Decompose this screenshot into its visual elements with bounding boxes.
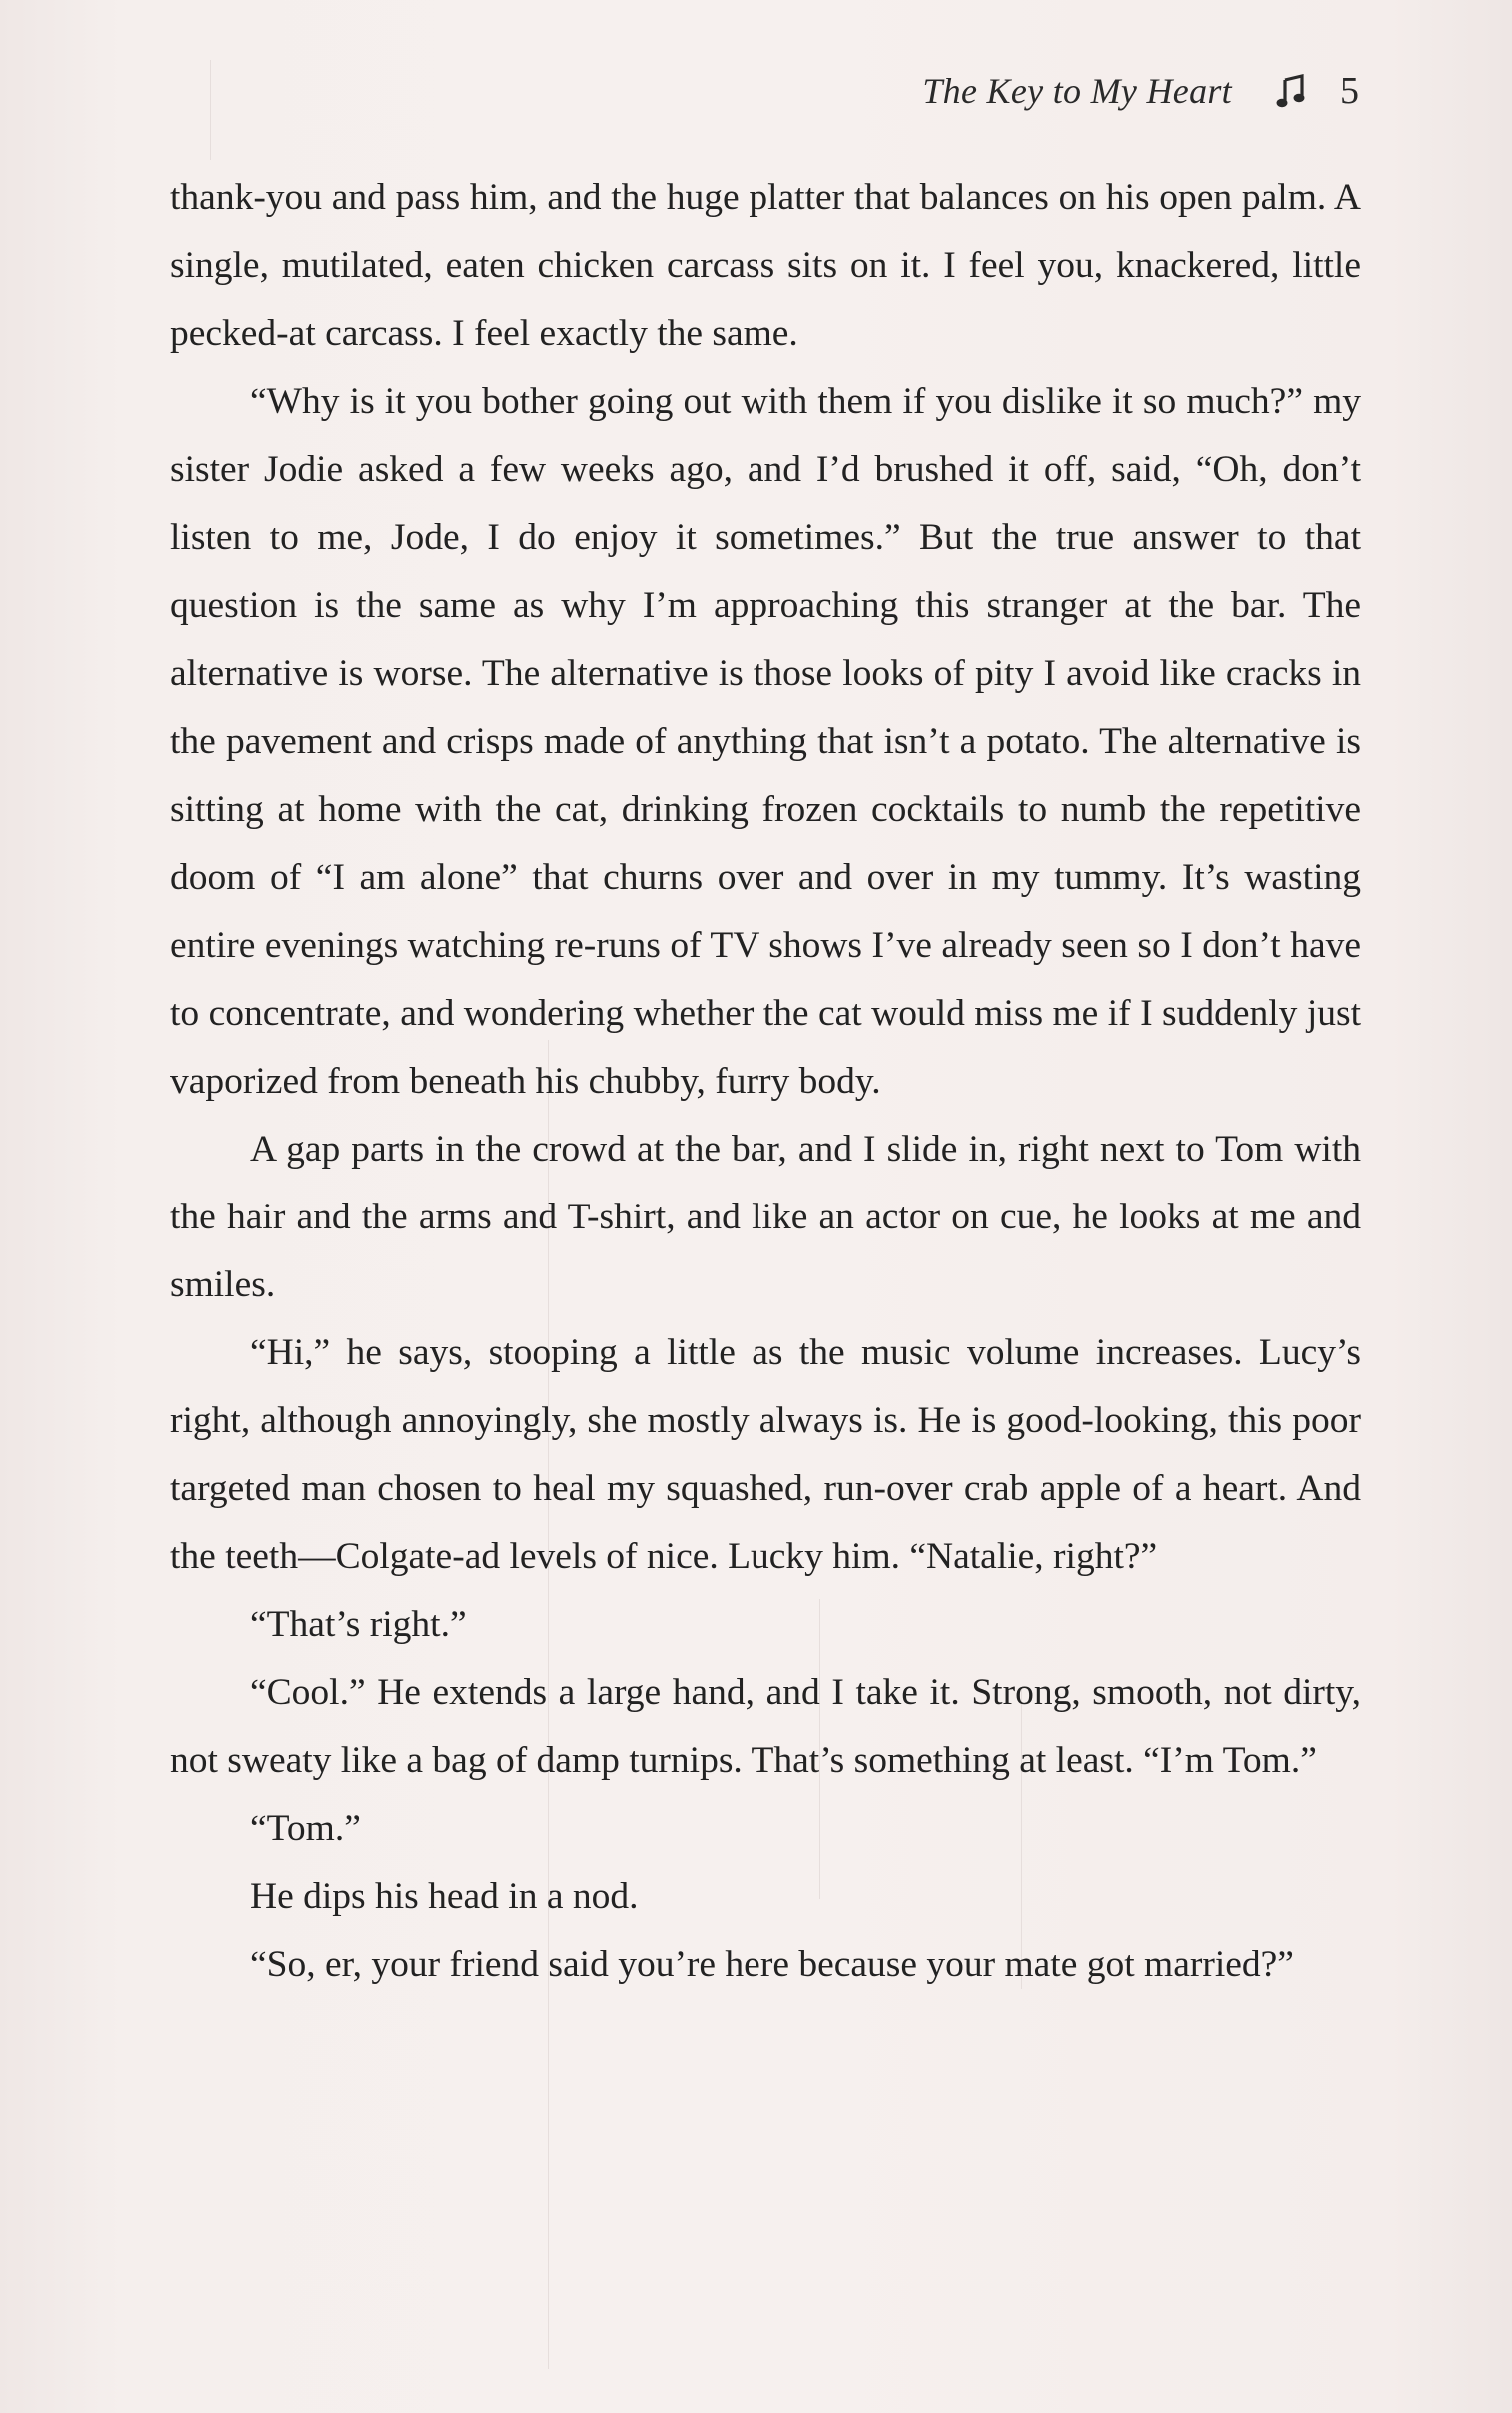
paragraph: He dips his head in a nod. bbox=[250, 1876, 639, 1917]
bleed-through-line bbox=[210, 60, 211, 160]
paragraph: “Cool.” He extends a large hand, and I take it. Strong, smooth, not dirty, not sweaty like a bag of damp turnips. That’s something at least. “I’m Tom.” bbox=[170, 1672, 1361, 1781]
page-number: 5 bbox=[1340, 70, 1359, 112]
paragraph: “Hi,” he says, stooping a little as the music volume increases. Lucy’s right, although annoyingly, she mostly always is. He is good-looking, this poor targeted man chosen to heal my squashed, run-over crab apple of a heart. And the teeth—Colgate-ad levels of nice. Lucky him. “Natalie, right?” bbox=[170, 1332, 1361, 1577]
running-header bbox=[700, 66, 1359, 116]
paragraph: “Why is it you bother going out with them if you dislike it so much?” my sister Jodie asked a few weeks ago, and I’d brushed it off, said, “Oh, don’t listen to me, Jode, I do enjoy it sometimes.” But the true answer to that question is the same as why I’m approaching this stranger at the bar. The alternative is worse. The alternative is those looks of pity I avoid like cracks in the pavement and crisps made of anything that isn’t a potato. The alternative is sitting at home with the cat, drinking frozen cocktails to numb the repetitive doom of “I am alone” that churns over and over in my tummy. It’s wasting entire evenings watching re-runs of TV shows I’ve already seen so I don’t have to concentrate, and wondering whether the cat would miss me if I suddenly just vaporized from beneath his chubby, furry body. bbox=[170, 381, 1361, 1102]
paragraph: “Tom.” bbox=[250, 1808, 361, 1849]
body-text bbox=[170, 164, 1361, 1999]
paragraph: thank-you and pass him, and the huge platter that balances on his open palm. A single, mutilated, eaten chicken carcass sits on it. I feel you, knackered, little pecked-at carcass. I feel exactly the same. bbox=[170, 177, 1361, 354]
paragraph: “That’s right.” bbox=[250, 1604, 467, 1645]
running-title: The Key to My Heart bbox=[922, 71, 1232, 111]
music-note-icon bbox=[1276, 73, 1306, 109]
paragraph: A gap parts in the crowd at the bar, and I slide in, right next to Tom with the hair and the arms and T-shirt, and like an actor on cue, he looks at me and smiles. bbox=[170, 1129, 1361, 1305]
paragraph: “So, er, your friend said you’re here because your mate got married?” bbox=[250, 1944, 1294, 1985]
